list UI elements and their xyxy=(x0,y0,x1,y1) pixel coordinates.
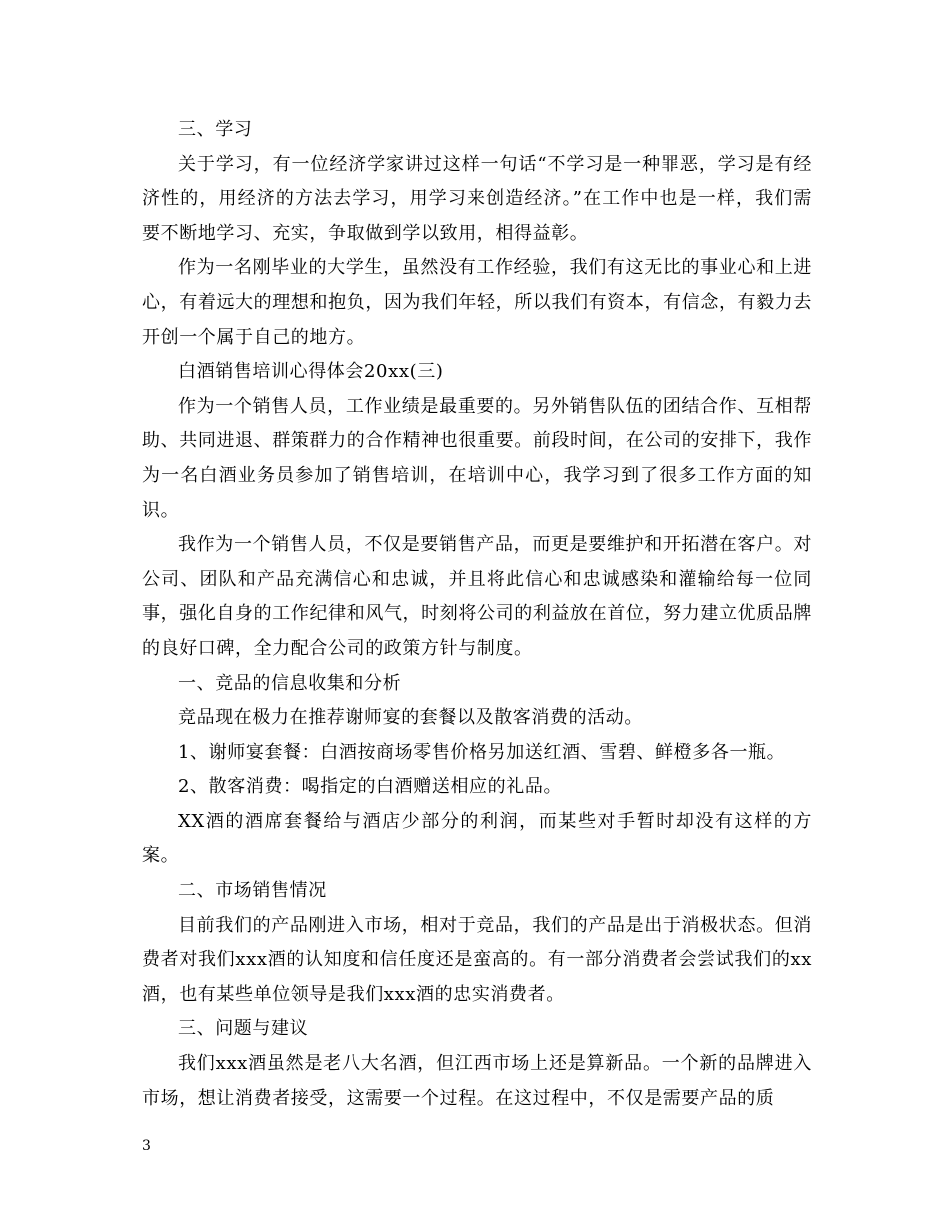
paragraph-market-status: 目前我们的产品刚进入市场，相对于竞品，我们的产品是出于消极状态。但消费者对我们xxx酒的认知度和信任度还是蛮高的。有一部分消费者会尝试我们的xx酒，也有某些单位领导是我们xxx酒的忠实消费者。 xyxy=(142,914,812,1005)
section-heading-study: 三、学习 xyxy=(178,119,253,140)
paragraph-competitor-promo: 竞品现在极力在推荐谢师宴的套餐以及散客消费的活动。 xyxy=(178,707,643,729)
paragraph-problems: 我们xxx酒虽然是老八大名酒，但江西市场上还是算新品。一个新的品牌进入市场，想让消费者接受，这需要一个过程。在这过程中，不仅是需要产品的质 xyxy=(142,1053,812,1109)
section-heading-problems: 三、问题与建议 xyxy=(178,1018,309,1040)
paragraph-study-quote: 关于学习，有一位经济学家讲过这样一句话“不学习是一种罪恶，学习是有经济性的，用经济的方法去学习，用学习来创造经济。”在工作中也是一样，我们需要不断地学习、充实，争取做到学以致用，相得益彰。 xyxy=(142,153,812,244)
paragraph-sales-role: 我作为一个销售人员，不仅是要销售产品，而更是要维护和开拓潜在客户。对公司、团队和产品充满信心和忠诚，并且将此信心和忠诚感染和灌输给每一位同事，强化自身的工作纪律和风气，时刻将公司的利益放在首位，努力建立优质品牌的良好口碑，全力配合公司的政策方针与制度。 xyxy=(142,534,812,659)
paragraph-graduate: 作为一名刚毕业的大学生，虽然没有工作经验，我们有这无比的事业心和上进心，有着远大的理想和抱负，因为我们年轻，所以我们有资本，有信念，有毅力去开创一个属于自己的地方。 xyxy=(142,257,812,348)
paragraph-sales-performance: 作为一个销售人员，工作业绩是最重要的。另外销售队伍的团结合作、互相帮助、共同进退、群策群力的合作精神也很重要。前段时间，在公司的安排下，我作为一名白酒业务员参加了销售培训，在培训中心，我学习到了很多工作方面的知识。 xyxy=(142,395,812,521)
section-heading-market-sales: 二、市场销售情况 xyxy=(178,880,327,902)
section-heading-competitor-info: 一、竞品的信息收集和分析 xyxy=(178,672,402,694)
article-title: 白酒销售培训心得体会20xx(三) xyxy=(178,361,444,383)
paragraph-banquet-package: XX酒的酒席套餐给与酒店少部分的利润，而某些对手暂时却没有这样的方案。 xyxy=(142,810,812,867)
list-item-individual-consumption: 2、散客消费：喝指定的白酒赠送相应的礼品。 xyxy=(178,776,563,798)
page-number: 3 xyxy=(142,1138,151,1154)
list-item-teacher-banquet: 1、谢师宴套餐：白酒按商场零售价格另加送红酒、雪碧、鲜橙多各一瓶。 xyxy=(178,741,786,763)
document-body xyxy=(142,113,812,1116)
